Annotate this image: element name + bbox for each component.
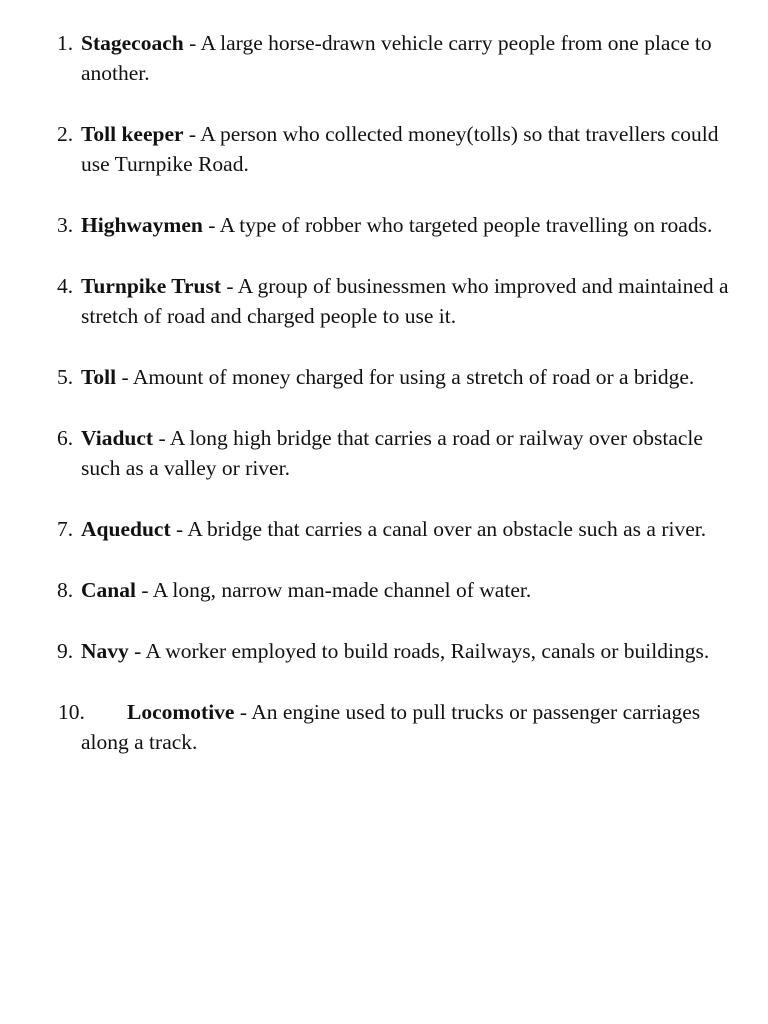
item-definition: An engine used to pull trucks or passenger carriages along a track.: [81, 700, 701, 754]
list-item: [0, 119, 768, 179]
item-definition: A group of businessmen who improved and maintained a stretch of road and charged people to use it.: [81, 274, 729, 328]
item-term: Viaduct: [81, 426, 154, 450]
list-item: [0, 423, 768, 483]
item-definition: A person who collected money(tolls) so that travellers could use Turnpike Road.: [81, 122, 719, 176]
item-definition: A type of robber who targeted people travelling on roads.: [219, 213, 713, 237]
item-separator: -: [221, 274, 238, 298]
item-definition: A worker employed to build roads, Railways, canals or buildings.: [145, 639, 710, 663]
item-definition: A large horse-drawn vehicle carry people from one place to another.: [81, 31, 712, 85]
item-separator: -: [170, 517, 188, 541]
item-separator: -: [183, 122, 201, 146]
item-separator: -: [128, 639, 146, 663]
item-term: Stagecoach: [81, 31, 184, 55]
list-item: [0, 28, 768, 88]
item-number: 6.: [57, 426, 74, 450]
item-term: Toll: [81, 365, 117, 389]
list-item: [0, 636, 768, 666]
item-number: 2.: [57, 122, 74, 146]
item-number: 5.: [57, 365, 74, 389]
item-term: Navy: [81, 639, 129, 663]
item-definition: A bridge that carries a canal over an obstacle such as a river.: [187, 517, 707, 541]
list-item: [0, 514, 768, 544]
item-definition: A long high bridge that carries a road or railway over obstacle such as a valley or river.: [81, 426, 703, 480]
item-separator: -: [202, 213, 220, 237]
item-separator: -: [234, 700, 252, 724]
item-term: Locomotive: [127, 700, 235, 724]
item-term: Aqueduct: [81, 517, 171, 541]
item-definition: Amount of money charged for using a stretch of road or a bridge.: [132, 365, 695, 389]
item-number: 8.: [57, 578, 74, 602]
item-separator: -: [116, 365, 133, 389]
item-number: 10.: [58, 700, 85, 724]
item-number: 9.: [57, 639, 74, 663]
item-term: Highwaymen: [81, 213, 203, 237]
list-item: [0, 362, 768, 392]
item-number: 7.: [57, 517, 74, 541]
item-definition: A long, narrow man-made channel of water.: [152, 578, 532, 602]
item-separator: -: [135, 578, 153, 602]
item-term: Canal: [81, 578, 136, 602]
item-separator: -: [183, 31, 201, 55]
list-item: [0, 271, 768, 331]
item-number: 4.: [57, 274, 74, 298]
item-separator: -: [153, 426, 170, 450]
list-item: [0, 210, 768, 240]
list-item: [0, 697, 768, 757]
glossary-list: [0, 28, 768, 788]
list-item: [0, 575, 768, 605]
item-number: 3.: [57, 213, 74, 237]
item-number: 1.: [57, 31, 74, 55]
item-term: Toll keeper: [81, 122, 184, 146]
item-term: Turnpike Trust: [81, 274, 222, 298]
